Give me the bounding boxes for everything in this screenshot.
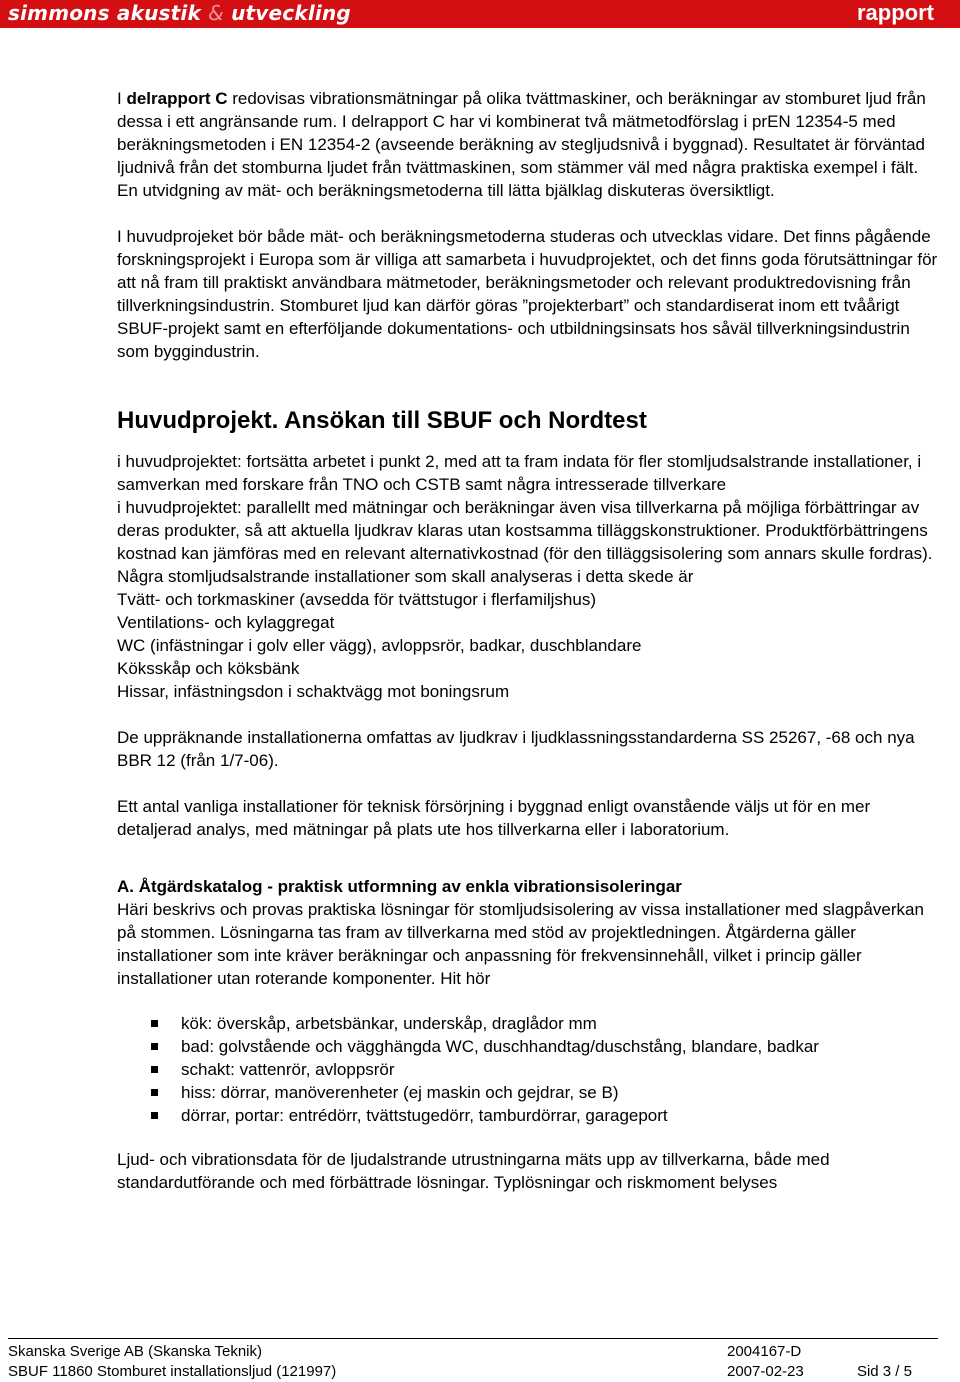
- bullet-square-icon: [151, 1066, 158, 1073]
- section-heading: Huvudprojekt. Ansökan till SBUF och Nordtest: [117, 407, 647, 434]
- list-item: dörrar, portar: entrédörr, tvättstugedörr, tamburdörrar, garageport: [117, 1104, 939, 1127]
- text-line: i huvudprojektet: fortsätta arbetet i punkt 2, med att ta fram indata för fler stomljudsalstrande installationer, i samverkan med forskare från TNO och CSTB samt några intresserade tillverkare: [117, 452, 922, 494]
- paragraph-analysis: Ett antal vanliga installationer för teknisk försörjning i byggnad enligt ovanstående väljs ut för en mer detaljerad analys, med mätningar på plats ute hos tillverkarna eller i laboratorium.: [117, 797, 871, 839]
- brand-ampersand: &: [208, 1, 224, 25]
- footer-row: [8, 1362, 938, 1382]
- text-line: Tvätt- och torkmaskiner (avsedda för tvättstugor i flerfamiljshus): [117, 590, 596, 609]
- document-type: rapport: [857, 0, 934, 25]
- footer-date: 2007-02-23: [727, 1363, 804, 1380]
- project-list-block: [117, 450, 939, 703]
- text-line: Hissar, infästningsdon i schaktvägg mot boningsrum: [117, 682, 510, 701]
- page-header: [0, 0, 960, 28]
- document-body: [117, 87, 939, 1194]
- list-item: bad: golvstående och vägghängda WC, duschhandtag/duschstång, blandare, badkar: [117, 1035, 939, 1058]
- page-footer: [8, 1338, 938, 1382]
- bold-term: delrapport C: [126, 89, 228, 108]
- footer-page-number: Sid 3 / 5: [856, 1363, 912, 1380]
- bullet-square-icon: [151, 1089, 158, 1096]
- paragraph-atgardskatalog: Häri beskrivs och provas praktiska lösningar för stomljudsisolering av vissa installationer med slagpåverkan på stommen. Lösningarna tas fram av tillverkarna med stöd av projektledningen. Åtgärderna gäller installationer som inte kräver beräkningar och anpassning för frekvensinnehåll, vilket i princip gäller installationer utan roterande komponenter. Hit hör: [117, 900, 924, 988]
- paragraph-huvudprojekt: I huvudprojeket bör både mät- och beräkningsmetoderna studeras och utvecklas vidare. Det finns pågående forskningsprojekt i Europa som är villiga att samarbeta i huvudprojektet, och det finns goda förutsättningar för att nå fram till praktiskt användbara mätmetoder, beräkningsmetoder och relevant produktredovisning från tillverkningsindustrin. Stomburet ljud kan därför göras ”projekterbart” och standardiserat inom ett tvåårigt SBUF-projekt samt en efterföljande dokumentations- och utbildningsinsats hos såväl tillverkningsindustrin som byggindustrin.: [117, 227, 938, 361]
- subsection-heading: A. Åtgärdskatalog - praktisk utformning av enkla vibrationsisoleringar: [117, 877, 682, 896]
- footer-report-number: 2004167-D: [727, 1343, 802, 1360]
- bullet-square-icon: [151, 1112, 158, 1119]
- bullet-list: [117, 1012, 939, 1127]
- company-logo: [8, 1, 351, 25]
- text-line: WC (infästningar i golv eller vägg), avloppsrör, badkar, duschblandare: [117, 636, 642, 655]
- text-line: Köksskåp och köksbänk: [117, 659, 300, 678]
- list-item: kök: överskåp, arbetsbänkar, underskåp, draglådor mm: [117, 1012, 939, 1035]
- paragraph-ljuddata: Ljud- och vibrationsdata för de ljudalstrande utrustningarna mäts upp av tillverkarna, både med standardutförande och med förbättrade lösningar. Typlösningar och riskmoment belyses: [117, 1150, 830, 1192]
- text-line: Ventilations- och kylaggregat: [117, 613, 335, 632]
- list-item: hiss: dörrar, manöverenheter (ej maskin och gejdrar, se B): [117, 1081, 939, 1104]
- footer-company: Skanska Sverige AB (Skanska Teknik): [8, 1343, 263, 1360]
- text-line: i huvudprojektet: parallellt med mätningar och beräkningar även visa tillverkarna på möjliga förbättringar av deras produkter, så att aktuella ljudkrav klaras utan kostsamma tilläggskonstruktioner. Produktförbättringens kostnad kan jämföras med en relevant alternativkostnad (för den tilläggsisolering som annars skulle fordras). Några stomljudsalstrande installationer som skall analyseras i detta skede är: [117, 498, 933, 586]
- brand-name: simmons akustik: [8, 1, 201, 25]
- footer-project: SBUF 11860 Stomburet installationsljud (121997): [8, 1363, 337, 1380]
- bullet-square-icon: [151, 1043, 158, 1050]
- footer-row: [8, 1342, 938, 1362]
- paragraph-delrapport-c: I delrapport C redovisas vibrationsmätningar på olika tvättmaskiner, och beräkningar av stomburet ljud från dessa i ett angränsande rum. I delrapport C har vi kombinerat två mätmetodförslag i prEN 12354-5 med beräkningsmetoden i EN 12354-2 (avseende beräkning av stegljudsnivå i byggnad). Resultatet är förväntad ljudnivå från det stomburna ljudet från tvättmaskinen, som stämmer väl med några praktiska exempel i fält. En utvidgning av mät- och beräkningsmetoderna till lätta bjälklag diskuteras översiktligt.: [117, 89, 926, 200]
- list-item: schakt: vattenrör, avloppsrör: [117, 1058, 939, 1081]
- bullet-square-icon: [151, 1020, 158, 1027]
- paragraph-standards: De uppräknande installationerna omfattas av ljudkrav i ljudklassningsstandarderna SS 25267, -68 och nya BBR 12 (från 1/7-06).: [117, 728, 915, 770]
- brand-suffix: utveckling: [231, 1, 351, 25]
